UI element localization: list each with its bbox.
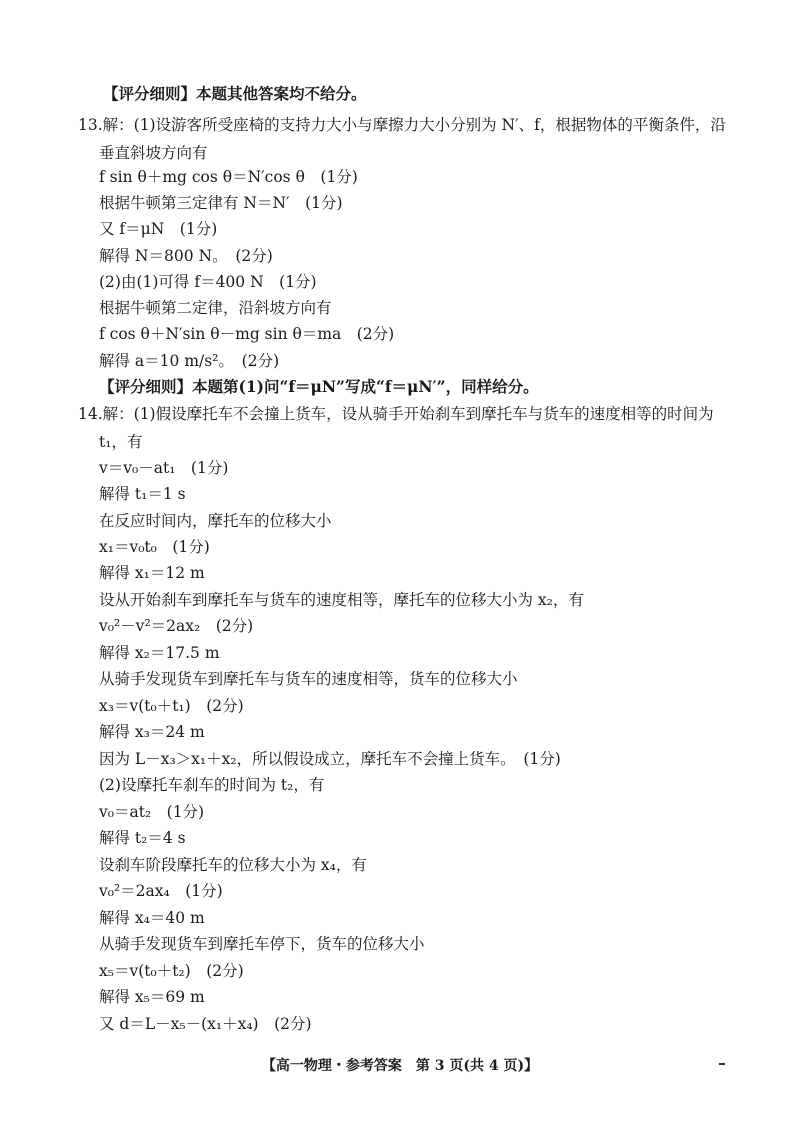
q13-line: 垂直斜坡方向有 <box>99 144 208 162</box>
q13-equation: f cos θ＋N′sin θ－mg sin θ＝ma (2分) <box>99 325 395 343</box>
q14-result: 解得 x₁＝12 m <box>99 564 205 582</box>
q14-line: 从骑手发现货车到摩托车停下，货车的位移大小 <box>99 935 425 953</box>
q13-intro: 13.解：(1)设游客所受座椅的支持力大小与摩擦力大小分别为 N′、f，根据物体的平衡条件，沿 <box>78 116 726 134</box>
q14-equation: x₃＝v(t₀＋t₁) (2分) <box>99 697 244 715</box>
q13-line: 根据牛顿第三定律有 N＝N′ (1分) <box>99 194 343 212</box>
scan-mark <box>719 1063 725 1065</box>
q13-line: 根据牛顿第二定律，沿斜坡方向有 <box>99 299 332 317</box>
page-footer: 【高一物理・参考答案 第 3 页(共 4 页)】 <box>261 1058 539 1074</box>
q14-equation: v₀²－v²＝2ax₂ (2分) <box>99 617 254 635</box>
q13-result: 解得 a＝10 m/s²。 (2分) <box>99 352 280 370</box>
q13-part2: (2)由(1)可得 f＝400 N (1分) <box>99 273 317 291</box>
q14-line: t₁，有 <box>99 433 143 451</box>
q14-result: 解得 x₂＝17.5 m <box>99 644 220 662</box>
q13-equation: f sin θ＋mg cos θ＝N′cos θ (1分) <box>99 168 358 186</box>
q14-conclusion: 因为 L－x₃＞x₁＋x₂，所以假设成立，摩托车不会撞上货车。 (1分) <box>99 750 561 768</box>
q14-result: 解得 t₁＝1 s <box>99 485 186 503</box>
q14-result: 解得 x₃＝24 m <box>99 723 205 741</box>
q14-line: 设从开始刹车到摩托车与货车的速度相等，摩托车的位移大小为 x₂，有 <box>99 591 584 609</box>
q14-line: 在反应时间内，摩托车的位移大小 <box>99 512 332 530</box>
q14-equation: 又 d＝L－x₅－(x₁＋x₄) (2分) <box>99 1015 312 1033</box>
q14-equation: v＝v₀－at₁ (1分) <box>99 459 229 477</box>
q14-intro: 14.解：(1)假设摩托车不会撞上货车，设从骑手开始刹车到摩托车与货车的速度相等的时间为 <box>78 405 714 423</box>
q14-equation: x₅＝v(t₀＋t₂) (2分) <box>99 962 244 980</box>
q14-result: 解得 t₂＝4 s <box>99 829 186 847</box>
q14-equation: x₁＝v₀t₀ (1分) <box>99 538 210 556</box>
q14-equation: v₀²＝2ax₄ (1分) <box>99 882 223 900</box>
grading-note-2: 【评分细则】本题第(1)问“f＝μN”写成“f＝μN′”，同样给分。 <box>99 377 539 396</box>
q14-equation: v₀＝at₂ (1分) <box>99 803 205 821</box>
q14-line: 设刹车阶段摩托车的位移大小为 x₄，有 <box>99 856 367 874</box>
q13-result: 解得 N＝800 N。 (2分) <box>99 247 273 265</box>
grading-note-1: 【评分细则】本题其他答案均不给分。 <box>103 84 367 103</box>
q13-equation: 又 f＝μN (1分) <box>99 220 218 238</box>
q14-result: 解得 x₄＝40 m <box>99 909 205 927</box>
q14-part2: (2)设摩托车刹车的时间为 t₂，有 <box>99 776 325 794</box>
q14-line: 从骑手发现货车到摩托车与货车的速度相等，货车的位移大小 <box>99 670 518 688</box>
q14-result: 解得 x₅＝69 m <box>99 988 205 1006</box>
